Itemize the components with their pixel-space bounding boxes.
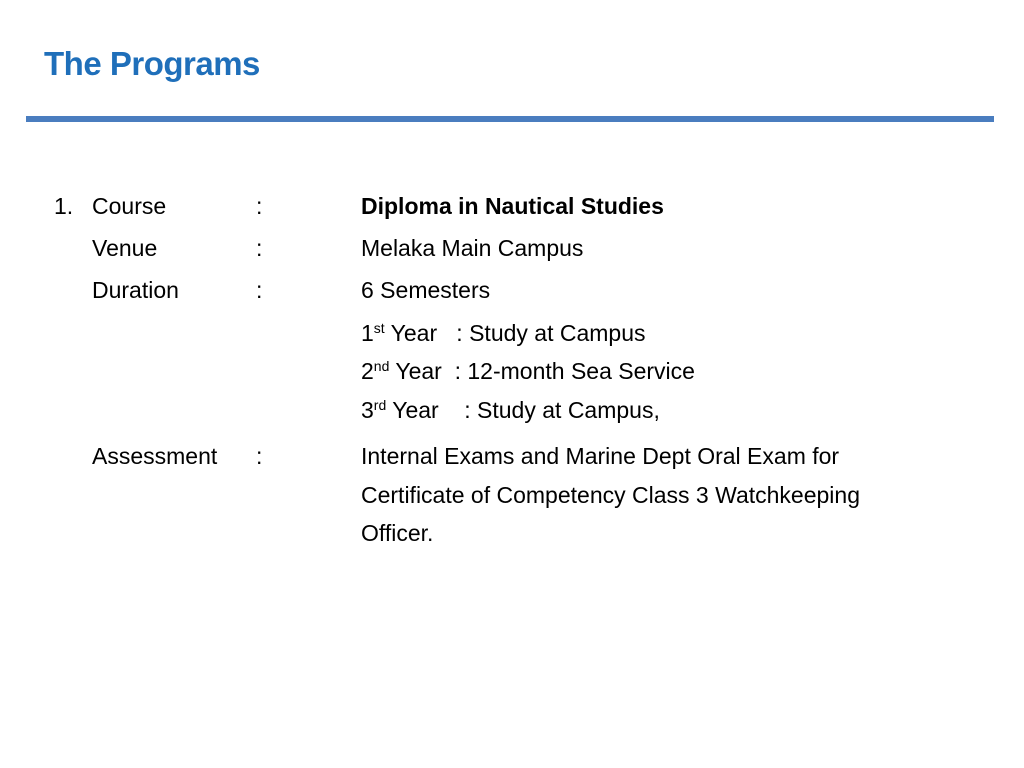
list-number: 1. bbox=[54, 193, 74, 219]
year-number: 1 bbox=[361, 320, 374, 346]
slide-title: The Programs bbox=[44, 45, 260, 82]
venue-value: Melaka Main Campus bbox=[361, 235, 584, 261]
course-colon: : bbox=[256, 193, 263, 219]
assessment-line: Officer. bbox=[361, 520, 434, 546]
venue-colon: : bbox=[256, 235, 263, 261]
year-description: Year : Study at Campus bbox=[384, 320, 646, 346]
year-description: Year : 12-month Sea Service bbox=[389, 358, 695, 384]
year-suffix: nd bbox=[373, 358, 390, 374]
assessment-line: Internal Exams and Marine Dept Oral Exam for bbox=[361, 443, 840, 469]
year-line bbox=[361, 357, 695, 385]
year-line bbox=[361, 319, 646, 347]
assessment-line: Certificate of Competency Class 3 Watchkeeping bbox=[361, 482, 860, 508]
venue-label: Venue bbox=[92, 235, 158, 261]
year-suffix: rd bbox=[373, 397, 387, 413]
assessment-colon: : bbox=[256, 443, 263, 469]
course-label: Course bbox=[92, 193, 167, 219]
year-description: Year : Study at Campus, bbox=[386, 397, 660, 423]
duration-label: Duration bbox=[92, 277, 179, 303]
course-value: Diploma in Nautical Studies bbox=[361, 193, 664, 219]
assessment-label: Assessment bbox=[92, 443, 218, 469]
year-number: 3 bbox=[361, 397, 374, 423]
year-line bbox=[361, 396, 660, 424]
year-number: 2 bbox=[361, 358, 374, 384]
duration-value: 6 Semesters bbox=[361, 277, 491, 303]
title-divider bbox=[26, 116, 994, 122]
year-suffix: st bbox=[373, 320, 385, 336]
duration-colon: : bbox=[256, 277, 263, 303]
